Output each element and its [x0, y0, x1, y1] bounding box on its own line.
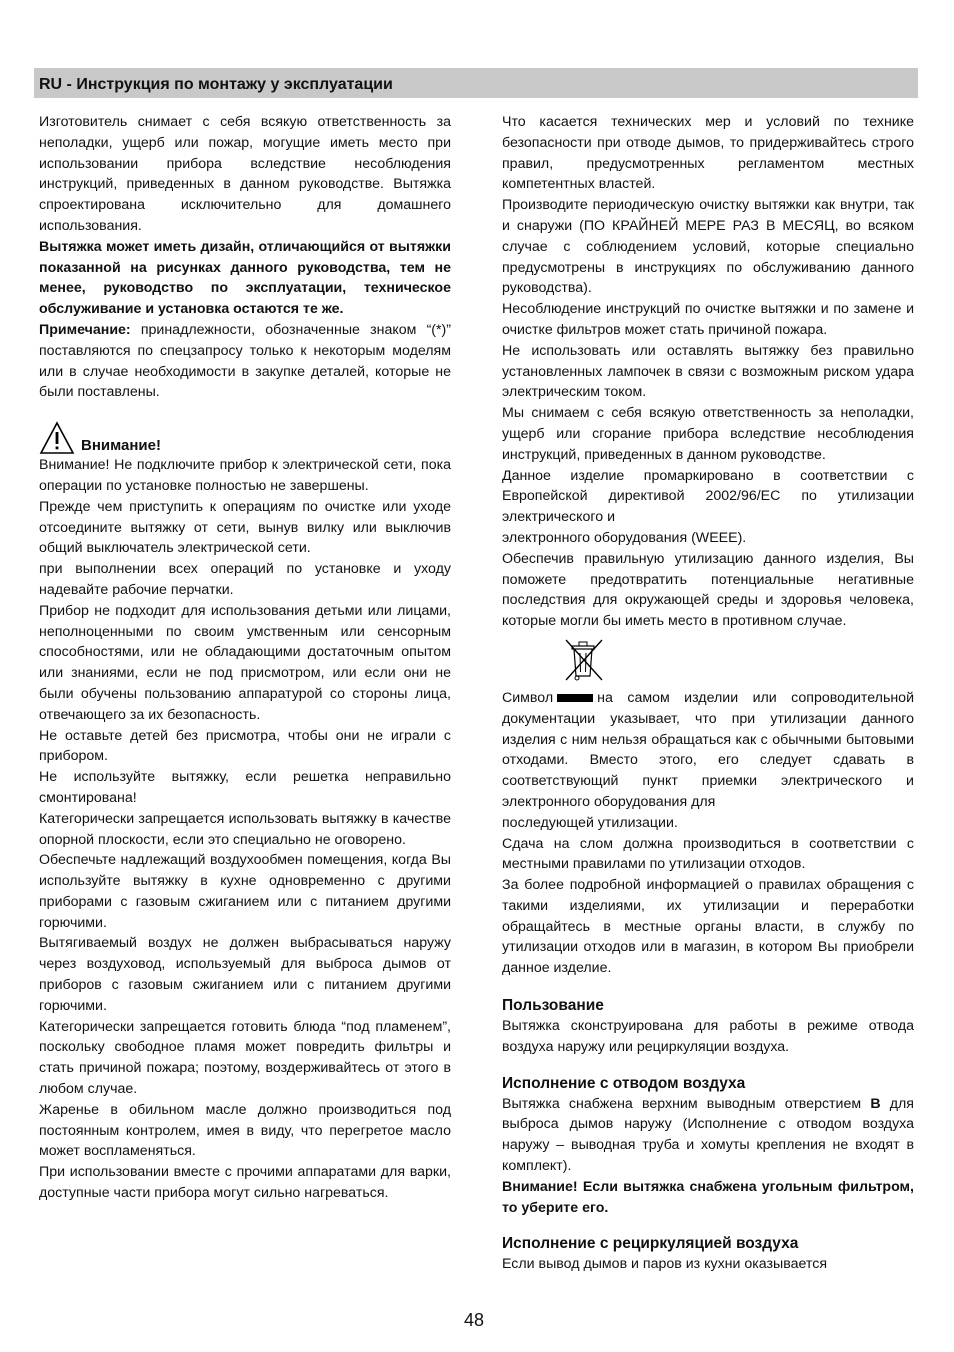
warning-title: Внимание!	[81, 437, 161, 455]
lamps-paragraph: Не использовать или оставлять вытяжку без правильно установленных лампочек в связи с возможным риском удара электрическим током.	[502, 342, 914, 401]
warning-item: Прибор не подходит для использования детьми или лицами, неполноценными по своим умственным или сенсорным способностями, или не обладающими достаточным опытом или знаниями, если не под присмотром, или если они не были обучены пользованию аппаратурой со стороны лица, отвечающего за их безопасность.	[39, 602, 451, 723]
warning-heading	[39, 417, 451, 455]
weee-paragraph: Данное изделие промаркировано в соответствии с Европейской директивой 2002/96/EC по утилизации электрического и	[502, 467, 914, 526]
safety-paragraph: Что касается технических мер и условий по технике безопасности при отводе дымов, то придерживайтесь строго правил, предусмотренных регламентом местных компетентных властей.	[502, 114, 914, 193]
disposal-paragraph: Обеспечив правильную утилизацию данного изделия, Вы поможете предотвратить потенциальные негативные последствия для окружающей среды и здоровья человека, которые могли бы иметь место в противном случае.	[502, 550, 914, 630]
use-heading: Пользование	[502, 997, 604, 1015]
warning-item: При использовании вместе с прочими аппаратами для варки, доступные части прибора могут сильно нагреваться.	[39, 1164, 451, 1202]
warning-item: Жаренье в обильном масле должно производиться под постоянным контролем, имея в виду, что перегретое масло может воспламеняться.	[39, 1101, 451, 1160]
exhaust-heading: Исполнение с отводом воздуха	[502, 1074, 746, 1092]
warning-item: Категорически запрещается использовать вытяжку в качестве опорной плоскости, если это специально не оговорено.	[39, 810, 451, 848]
warning-item: Вытягиваемый воздух не должен выбрасываться наружу через воздуховод, используемый для выброса дымов от приборов с газовым сжиганием или с питанием другими горючими.	[39, 935, 451, 1014]
symbol-paragraph	[502, 688, 914, 813]
recirculation-heading: Исполнение с рециркуляцией воздуха	[502, 1235, 799, 1253]
warning-item: при выполнении всех операций по установке и уходу надевайте рабочие перчатки.	[39, 561, 451, 598]
warning-item: Прежде чем приступить к операциям по очистке или уходе отсоедините вытяжку от сети, вынув вилку или выключив общий выключатель электрической сети.	[39, 498, 451, 557]
weee-paragraph-cont: электронного оборудования (WEEE).	[502, 529, 747, 546]
outlet-label: B	[870, 1095, 881, 1112]
recycling-paragraph: последующей утилизации.	[502, 814, 678, 831]
right-column	[502, 112, 914, 1275]
warning-item: Не оставьте детей без присмотра, чтобы они не играли с прибором.	[39, 727, 451, 765]
exhaust-paragraph	[502, 1094, 914, 1177]
note-paragraph	[39, 320, 451, 403]
disclaimer-paragraph: Изготовитель снимает с себя всякую ответственность за неполадки, ущерб или пожар, могущие иметь место при использовании прибора вследствие несоблюдения инструкций, приведенных в данном руководстве. Вытяжка спроектирована исключительно для домашнего использования.	[39, 114, 451, 234]
warning-triangle-icon	[39, 421, 75, 455]
note-text: принадлежности, обозначенные знаком “(*)” поставляются по спецзапросу только к некоторым моделям или в случае необходимости в закупке деталей, которые не были поставлены.	[39, 321, 451, 401]
section-title: RU - Инструкция по монтажу у эксплуатации	[39, 76, 393, 93]
left-column	[39, 112, 451, 1204]
warning-item: Не используйте вытяжку, если решетка неправильно смонтирована!	[39, 769, 451, 806]
exhaust-text-c: для выброса дымов наружу (Исполнение с отводом воздуха наружу – выводная труба и хомуты крепления не входят в комплект).	[502, 1095, 914, 1175]
info-paragraph: За более подробной информацией о правилах обращения с такими изделиями, их утилизации и переработки обращайтесь в местные органы власти, в службу по утилизации отходов или в магазин, в котором Вы приобрели данное изделие.	[502, 877, 914, 977]
liability-paragraph: Мы снимаем с себя всякую ответственность за неполадки, ущерб или сгорание прибора вследствие несоблюдения инструкций, приведенных в данном руководстве.	[502, 405, 914, 463]
page-number: 48	[464, 1310, 485, 1330]
filter-warning: Внимание! Если вытяжка снабжена угольным фильтром, то уберите его.	[502, 1178, 914, 1216]
warning-item: Категорически запрещается готовить блюда “под пламенем”, поскольку свободное пламя может повредить фильтры и стать причиной пожара; поэтому, воздерживайтесь от этого в любом случае.	[39, 1018, 451, 1098]
design-note-paragraph: Вытяжка может иметь дизайн, отличающийся от вытяжки показанной на рисунках данного руководства, тем не менее, руководство по эксплуатации, техническое обслуживание и установка остаются те же.	[39, 238, 451, 318]
warning-item: Обеспечьте надлежащий воздухообмен помещения, когда Вы используйте вытяжку в кухне одновременно с другими приборами с газовым сжиганием или с питанием другими горючими.	[39, 852, 451, 931]
black-bar-symbol	[557, 694, 593, 702]
section-header	[34, 68, 918, 98]
symbol-word: Символ	[502, 689, 554, 706]
note-label: Примечание:	[39, 321, 131, 338]
symbol-text: на самом изделии или сопроводительной документации указывает, что при утилизации данного изделия с ним нельзя обращаться как с обычными бытовыми отходами. Вместо этого, его следует сдавать в соответствующий пункт приемки электрического и электронного оборудования для	[502, 689, 914, 810]
scrap-paragraph: Сдача на слом должна производиться в соответствии с местными правилами по утилизации отходов.	[502, 835, 914, 873]
warning-item: Внимание! Не подключите прибор к электрической сети, пока операции по установке полностью не завершены.	[39, 457, 451, 494]
fire-risk-paragraph: Несоблюдение инструкций по очистке вытяжки и по замене и очистке фильтров может стать причиной пожара.	[502, 301, 914, 338]
use-paragraph: Вытяжка сконструирована для работы в режиме отвода воздуха наружу или рециркуляции воздуха.	[502, 1018, 914, 1055]
recirculation-paragraph: Если вывод дымов и паров из кухни оказывается	[502, 1256, 828, 1273]
exhaust-text-a: Вытяжка снабжена верхним выводным отверстием	[502, 1095, 871, 1112]
crossed-bin-icon	[562, 636, 606, 682]
cleaning-paragraph: Производите периодическую очистку вытяжки как внутри, так и снаружи (ПО КРАЙНЕЙ МЕРЕ РАЗ В МЕСЯЦ, во всяком случае с соблюдением условий, которые специально предусмотрены в инструкциях по обслуживанию данного руководства).	[502, 197, 914, 297]
weee-bin-symbol	[502, 636, 914, 686]
